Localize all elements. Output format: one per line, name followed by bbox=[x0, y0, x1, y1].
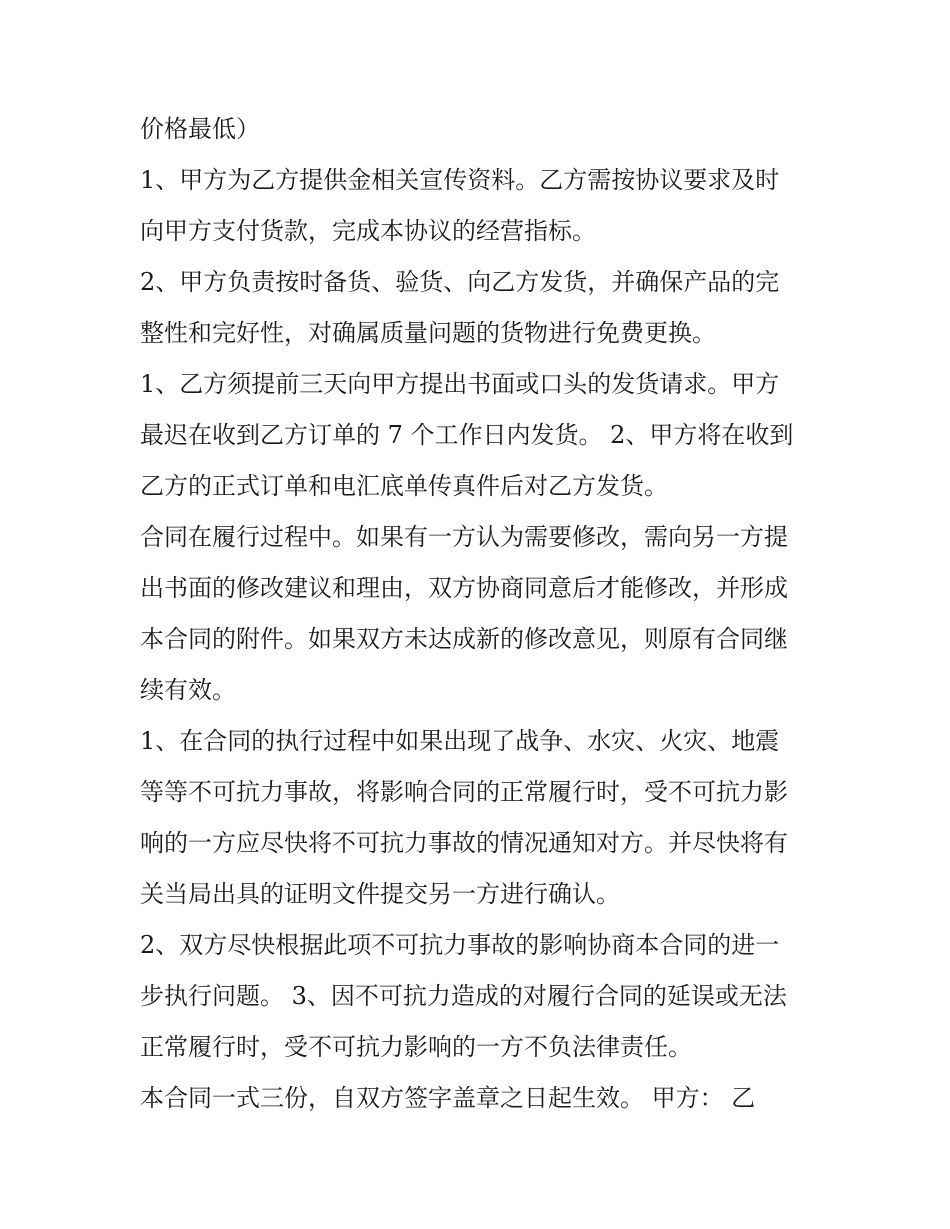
paragraph-effective-clause bbox=[140, 1073, 820, 1124]
paragraph-delivery-request bbox=[140, 359, 820, 512]
text-line: 2、甲方负责按时备货、验货、向乙方发货，并确保产品的完 bbox=[140, 268, 780, 296]
paragraph-force-majeure bbox=[140, 716, 820, 920]
text-line: 正常履行时，受不可抗力影响的一方不负法律责任。 bbox=[140, 1033, 692, 1061]
text-line: 乙方的正式订单和电汇底单传真件后对乙方发货。 bbox=[140, 472, 668, 500]
document-body bbox=[140, 104, 820, 1124]
text-line: 续有效。 bbox=[140, 676, 236, 704]
text-line: 本合同的附件。如果双方未达成新的修改意见，则原有合同继 bbox=[140, 625, 788, 653]
text-line: 1、在合同的执行过程中如果出现了战争、水灾、火灾、地震 bbox=[140, 727, 780, 755]
text-line: 1、甲方为乙方提供金相关宣传资料。乙方需按协议要求及时 bbox=[140, 166, 780, 194]
text-line: 1、乙方须提前三天向甲方提出书面或口头的发货请求。甲方 bbox=[140, 370, 780, 398]
text-line: 2、双方尽快根据此项不可抗力事故的影响协商本合同的进一 bbox=[140, 931, 780, 959]
paragraph-contract-amendment bbox=[140, 512, 820, 716]
text-line: 关当局出具的证明文件提交另一方进行确认。 bbox=[140, 880, 620, 908]
text-line: 等等不可抗力事故，将影响合同的正常履行时，受不可抗力影 bbox=[140, 778, 788, 806]
paragraph-shipping-duty bbox=[140, 257, 820, 359]
text-line: 合同在履行过程中。如果有一方认为需要修改，需向另一方提 bbox=[140, 523, 788, 551]
text-line: 最迟在收到乙方订单的 7 个工作日内发货。 2、甲方将在收到 bbox=[140, 421, 794, 449]
text-line: 向甲方支付货款，完成本协议的经营指标。 bbox=[140, 217, 596, 245]
paragraph-price-note bbox=[140, 104, 820, 155]
paragraph-force-majeure-negotiation bbox=[140, 920, 820, 1073]
text-line: 本合同一式三份，自双方签字盖章之日起生效。 甲方： 乙 bbox=[140, 1084, 756, 1112]
paragraph-promo-materials bbox=[140, 155, 820, 257]
text-line: 出书面的修改建议和理由，双方协商同意后才能修改，并形成 bbox=[140, 574, 788, 602]
text-line: 响的一方应尽快将不可抗力事故的情况通知对方。并尽快将有 bbox=[140, 829, 788, 857]
text-line: 价格最低） bbox=[140, 115, 260, 143]
text-line: 步执行问题。 3、因不可抗力造成的对履行合同的延误或无法 bbox=[140, 982, 787, 1010]
text-line: 整性和完好性，对确属质量问题的货物进行免费更换。 bbox=[140, 319, 716, 347]
